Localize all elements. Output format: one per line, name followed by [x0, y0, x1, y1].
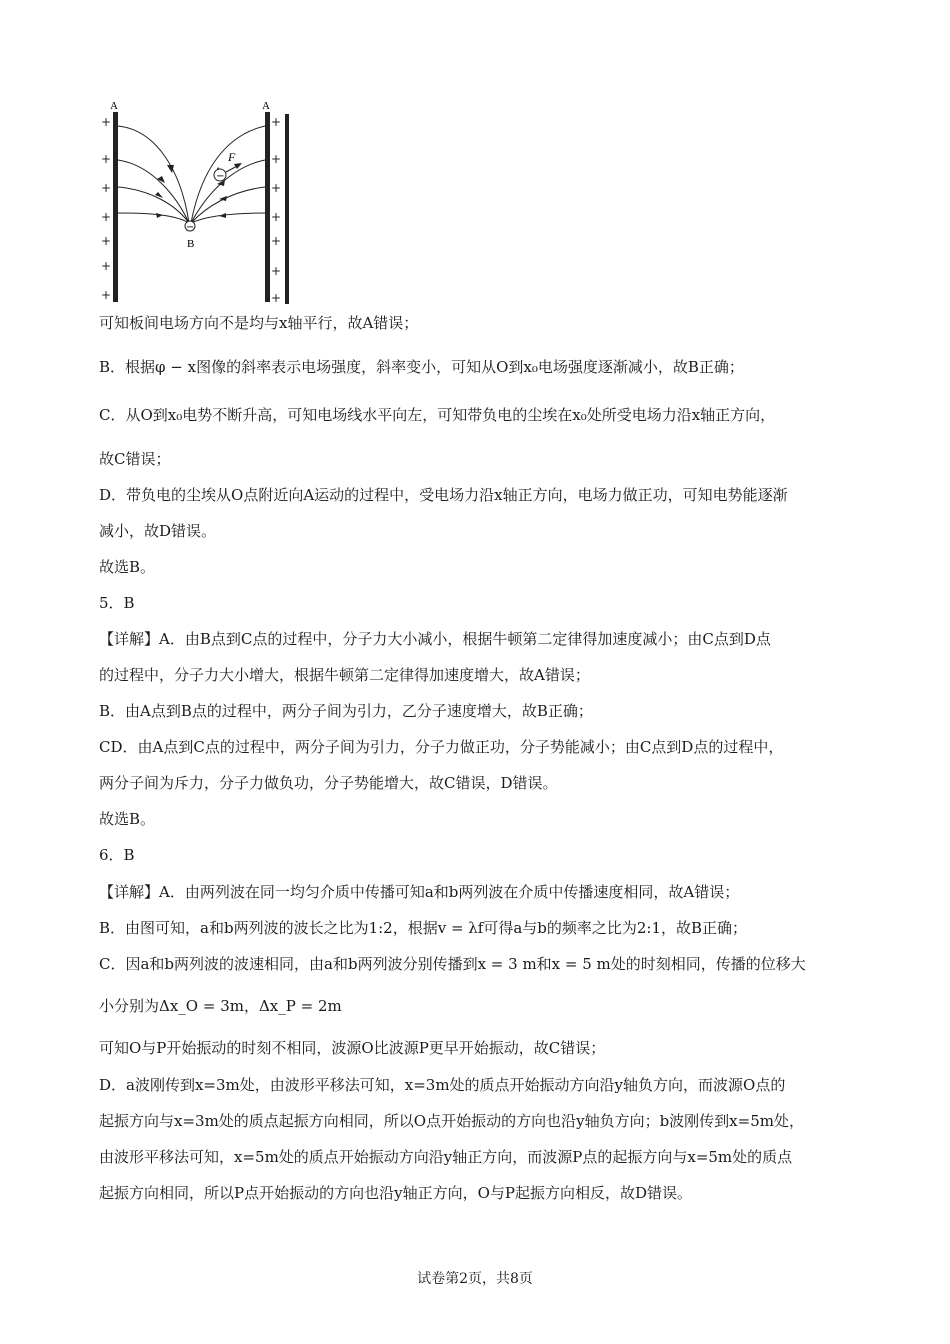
text-line: C．从O到x₀电势不断升高，可知电场线水平向左，可知带负电的尘埃在x₀处所受电场力沿x轴正方向， — [99, 406, 776, 424]
left-plate — [113, 112, 118, 302]
text-line: 两分子间为斥力，分子力做负功，分子势能增大，故C错误，D错误。 — [99, 774, 558, 792]
label-a-right: A — [262, 100, 270, 112]
text-line: D．带负电的尘埃从O点附近向A运动的过程中，受电场力沿x轴正方向，电场力做正功，可知电势能逐渐 — [99, 486, 788, 504]
text-line: 可知O与P开始振动的时刻不相同，波源O比波源P更早开始振动，故C错误； — [99, 1039, 606, 1057]
text-line: 故C错误； — [99, 450, 171, 468]
text-line: 起振方向相同，所以P点开始振动的方向也沿y轴正方向，O与P起振方向相反，故D错误。 — [99, 1184, 692, 1202]
page-footer: 试卷第2页，共8页 — [417, 1271, 533, 1287]
svg-text:+: + — [101, 288, 112, 302]
svg-text:+: + — [271, 181, 282, 195]
svg-text:+: + — [271, 234, 282, 248]
right-plus-signs — [271, 115, 281, 305]
text-line: 小分别为Δx_O = 3m，Δx_P = 2m — [99, 997, 342, 1015]
right-plate-inner — [265, 112, 270, 302]
label-b: B — [187, 238, 195, 250]
svg-text:+: + — [101, 210, 112, 224]
text-line: 的过程中，分子力大小增大，根据牛顿第二定律得加速度增大，故A错误； — [99, 666, 590, 684]
force-arrowhead — [234, 163, 242, 169]
svg-text:+: + — [101, 259, 112, 273]
text-line: 故选B。 — [99, 810, 156, 828]
electric-field-figure — [96, 95, 306, 310]
svg-text:+: + — [271, 264, 282, 278]
text-line: C．因a和b两列波的波速相同，由a和b两列波分别传播到x = 3 m和x = 5 m处的时刻相同，传播的位移大 — [99, 955, 806, 973]
text-line: 【详解】A．由两列波在同一均匀介质中传播可知a和b两列波在介质中传播速度相同，故A错误； — [99, 883, 740, 901]
svg-text:+: + — [101, 115, 112, 129]
question-number: 6．B — [99, 846, 135, 864]
text-line: B．由A点到B点的过程中，两分子间为引力，乙分子速度增大，故B正确； — [99, 702, 593, 720]
text-line: D．a波刚传到x=3m处，由波形平移法可知，x=3m处的质点开始振动方向沿y轴负方向，而波源O点的 — [99, 1076, 786, 1094]
svg-text:+: + — [101, 234, 112, 248]
field-lines — [118, 126, 265, 223]
label-f: F — [228, 150, 236, 164]
label-a-left: A — [110, 100, 118, 112]
svg-text:+: + — [271, 152, 282, 166]
text-line: 起振方向与x=3m处的质点起振方向相同，所以O点开始振动的方向也沿y轴负方向；b波刚传到x=5m处， — [99, 1112, 804, 1130]
svg-text:+: + — [101, 152, 112, 166]
text-line: 故选B。 — [99, 558, 156, 576]
svg-text:+: + — [271, 210, 282, 224]
right-plate-outer — [285, 114, 289, 304]
svg-text:+: + — [271, 291, 282, 305]
dust-particle-sign: − — [216, 171, 225, 182]
left-plus-signs — [101, 115, 111, 302]
text-line: B．根据φ − x图像的斜率表示电场强度，斜率变小，可知从O到x₀电场强度逐渐减小，故B正确； — [99, 358, 744, 376]
text-line: 减小，故D错误。 — [99, 522, 217, 540]
text-line: 【详解】A．由B点到C点的过程中，分子力大小减小，根据牛顿第二定律得加速度减小；由C点到D点 — [99, 630, 771, 648]
text-line: B．由图可知，a和b两列波的波长之比为1:2，根据v = λf可得a与b的频率之比为2:1，故B正确； — [99, 919, 748, 937]
svg-text:+: + — [101, 181, 112, 195]
text-line: 可知板间电场方向不是均与x轴平行，故A错误； — [99, 314, 419, 332]
charge-b-sign: − — [186, 222, 195, 233]
svg-text:+: + — [271, 115, 282, 129]
text-line: 由波形平移法可知，x=5m处的质点开始振动方向沿y轴正方向，而波源P点的起振方向与x=5m处的质点 — [99, 1148, 793, 1166]
question-number: 5．B — [99, 594, 135, 612]
text-line: CD．由A点到C点的过程中，两分子间为引力，分子力做正功，分子势能减小；由C点到D点的过程中， — [99, 738, 784, 756]
